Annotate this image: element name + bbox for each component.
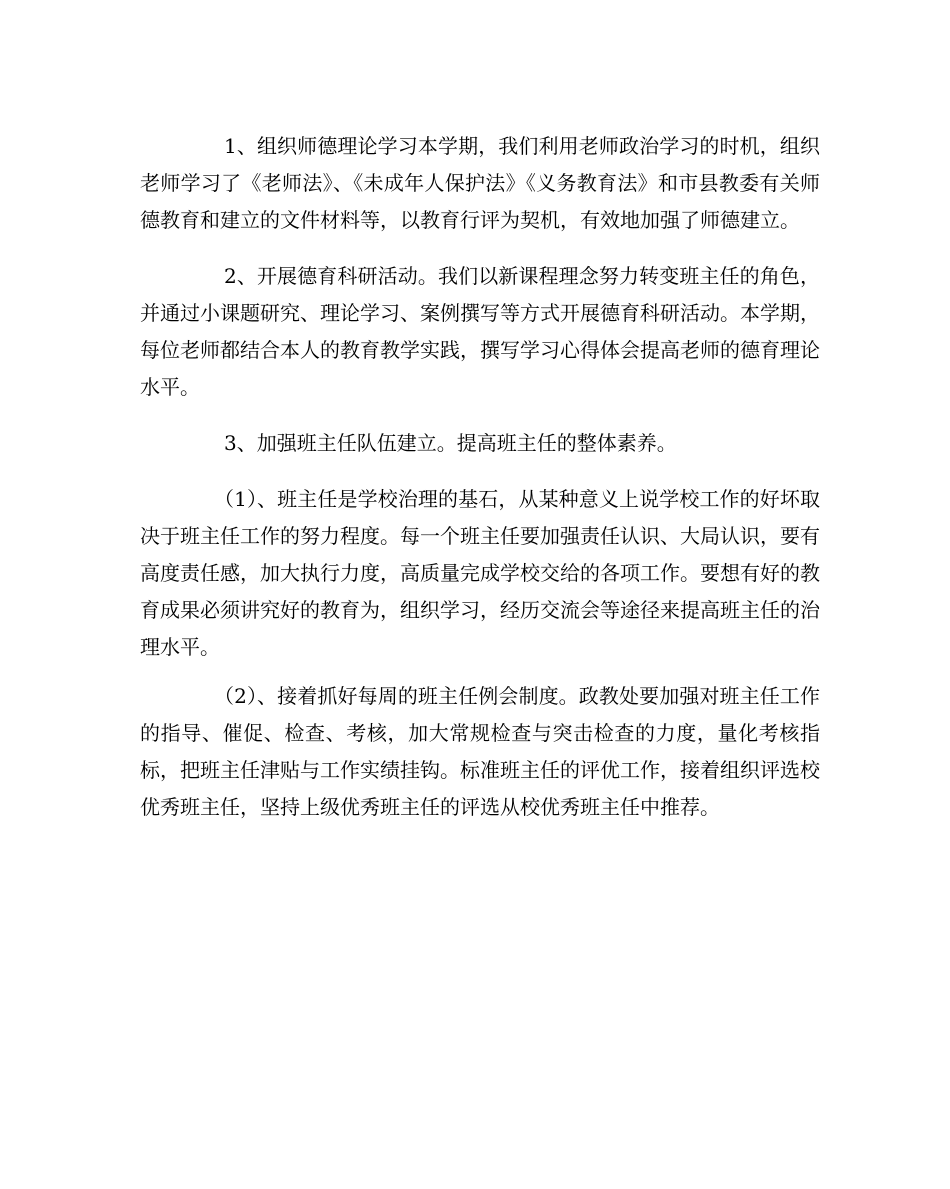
document-body — [140, 128, 820, 838]
paragraph-3: 3、加强班主任队伍建立。提高班主任的整体素养。 — [224, 431, 677, 455]
paragraph-5: （2）、接着抓好每周的班主任例会制度。政教处要加强对班主任工作的指导、催促、检查、考核，加大常规检查与突击检查的力度，量化考核指标，把班主任津贴与工作实绩挂钩。标准班主任的评优工作，接着组织评选校优秀班主任，坚持上级优秀班主任的评选从校优秀班主任中推荐。 — [140, 684, 820, 819]
paragraph-4: （1）、班主任是学校治理的基石，从某种意义上说学校工作的好坏取决于班主任工作的努力程度。每一个班主任要加强责任认识、大局认识，要有高度责任感，加大执行力度，高质量完成学校交给的各项工作。要想有好的教育成果必须讲究好的教育为，组织学习，经历交流会等途径来提高班主任的治理水平。 — [140, 487, 820, 659]
paragraph-1: 1、组织师德理论学习本学期，我们利用老师政治学习的时机，组织老师学习了《老师法》、《未成年人保护法》《义务教育法》和市县教委有关师德教育和建立的文件材料等，以教育行评为契机，有效地加强了师德建立。 — [140, 134, 820, 232]
paragraph-2: 2、开展德育科研活动。我们以新课程理念努力转变班主任的角色，并通过小课题研究、理论学习、案例撰写等方式开展德育科研活动。本学期，每位老师都结合本人的教育教学实践，撰写学习心得体会提高老师的德育理论水平。 — [140, 264, 820, 399]
